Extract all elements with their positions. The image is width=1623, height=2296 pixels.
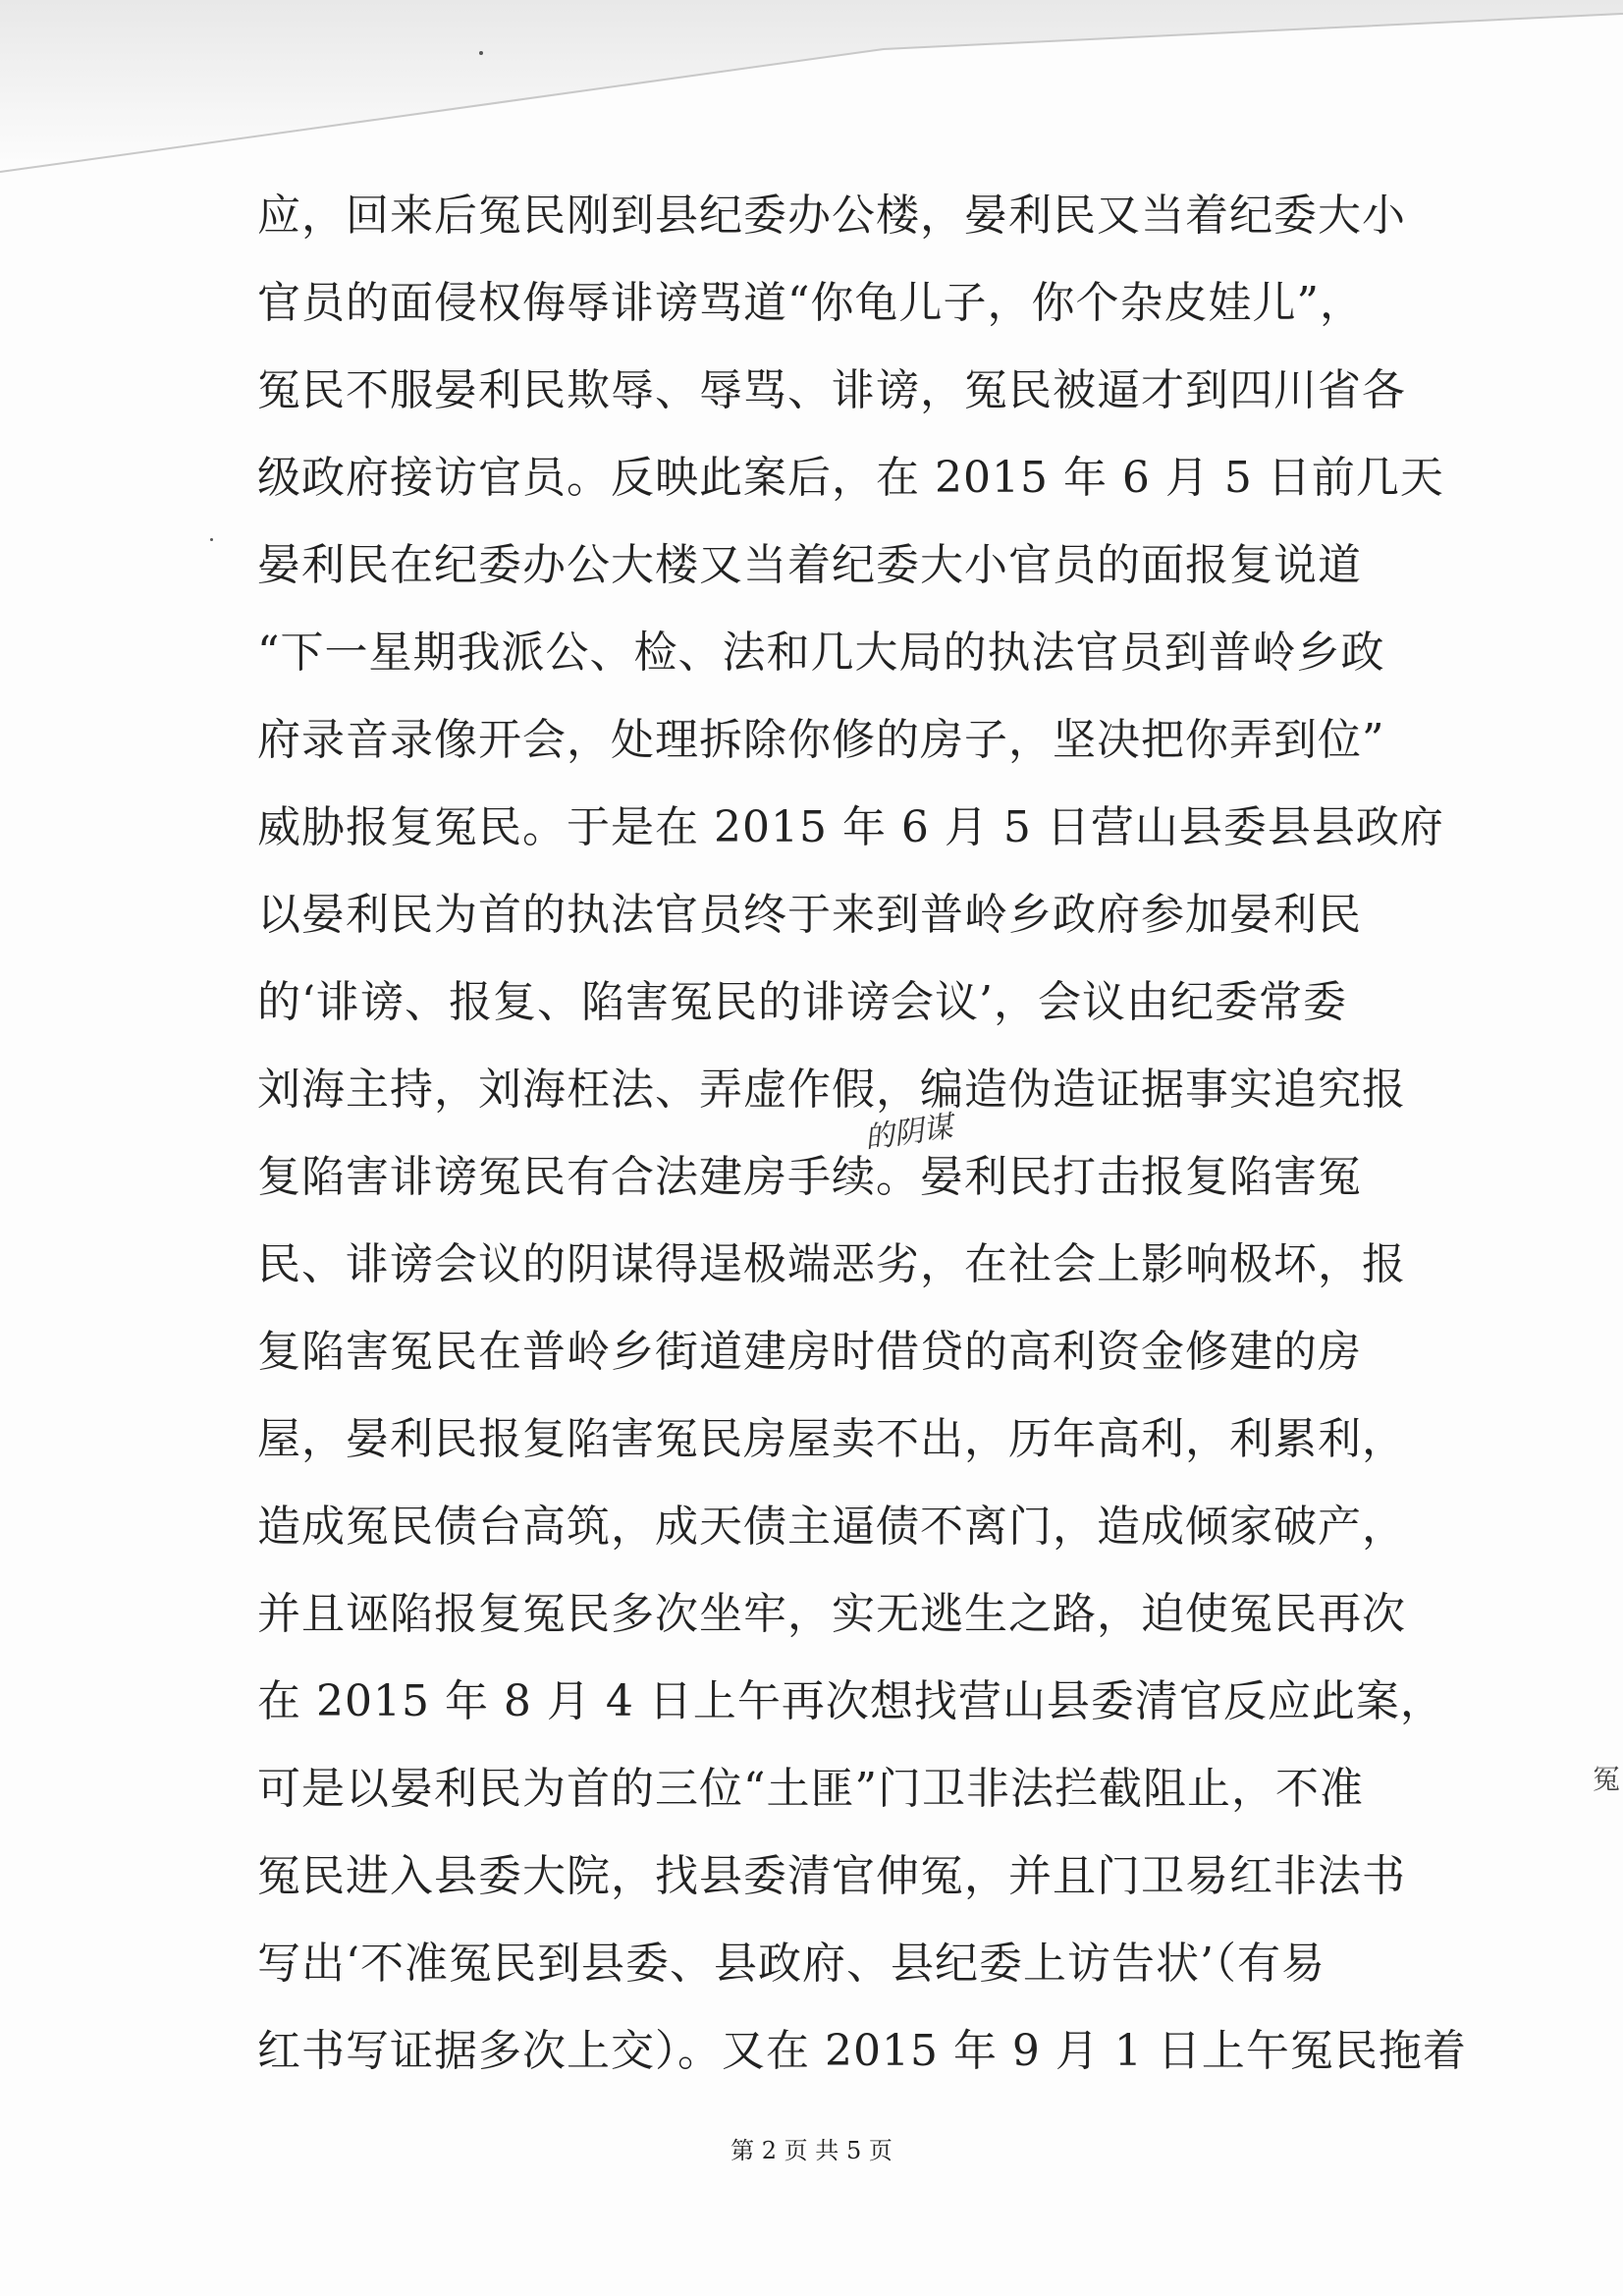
body-line: 以晏利民为首的执法官员终于来到普岭乡政府参加晏利民	[257, 890, 1362, 940]
body-line: 复陷害冤民在普岭乡街道建房时借贷的高利资金修建的房	[257, 1327, 1362, 1377]
body-line: 造成冤民债台高筑，成天债主逼债不离门，造成倾家破产，	[257, 1502, 1406, 1552]
handwritten-insertion-note: 的阴谋	[862, 1109, 955, 1157]
body-line: 复陷害诽谤冤民有合法建房手续。晏利民打击报复陷害冤	[257, 1152, 1362, 1202]
scan-speck	[479, 51, 483, 55]
scan-speck	[210, 538, 213, 541]
body-line: 可是以晏利民为首的三位“土匪”门卫非法拦截阻止，不准	[257, 1764, 1364, 1814]
body-line: 官员的面侵权侮辱诽谤骂道“你龟儿子，你个杂皮娃儿”，	[257, 278, 1364, 328]
body-line: 威胁报复冤民。于是在 2015 年 6 月 5 日营山县委县县政府	[257, 802, 1444, 852]
page-edge-character: 冤	[1593, 1763, 1621, 1795]
body-line: 红书写证据多次上交）。又在 2015 年 9 月 1 日上午冤民拖着	[257, 2026, 1467, 2076]
body-line: 应，回来后冤民刚到县纪委办公楼，晏利民又当着纪委大小	[257, 191, 1406, 241]
body-line: 并且诬陷报复冤民多次坐牢，实无逃生之路，迫使冤民再次	[257, 1589, 1406, 1639]
body-line: 晏利民在纪委办公大楼又当着纪委大小官员的面报复说道	[257, 540, 1362, 590]
page-number-footer: 第 2 页 共 5 页	[730, 2137, 893, 2164]
body-line: 冤民进入县委大院，找县委清官伸冤，并且门卫易红非法书	[257, 1851, 1406, 1901]
body-line: 冤民不服晏利民欺辱、辱骂、诽谤，冤民被逼才到四川省各	[257, 365, 1406, 415]
body-line: 在 2015 年 8 月 4 日上午再次想找营山县委清官反应此案，	[257, 1676, 1444, 1726]
body-line: “下一星期我派公、检、法和几大局的执法官员到普岭乡政	[257, 628, 1385, 678]
scan-fold-shadow	[0, 0, 1623, 177]
body-line: 刘海主持，刘海枉法、弄虚作假，编造伪造证据事实追究报	[257, 1065, 1406, 1115]
body-line: 府录音录像开会，处理拆除你修的房子，坚决把你弄到位”	[257, 715, 1385, 765]
body-line: 级政府接访官员。反映此案后，在 2015 年 6 月 5 日前几天	[257, 453, 1444, 503]
body-line: 写出‘不准冤民到县委、县政府、县纪委上访告状’（有易	[257, 1939, 1325, 1989]
body-line: 民、诽谤会议的阴谋得逞极端恶劣，在社会上影响极坏，报	[257, 1239, 1406, 1289]
body-line: 屋，晏利民报复陷害冤民房屋卖不出，历年高利，利累利，	[257, 1414, 1406, 1464]
body-line: 的‘诽谤、报复、陷害冤民的诽谤会议’，会议由纪委常委	[257, 977, 1347, 1027]
